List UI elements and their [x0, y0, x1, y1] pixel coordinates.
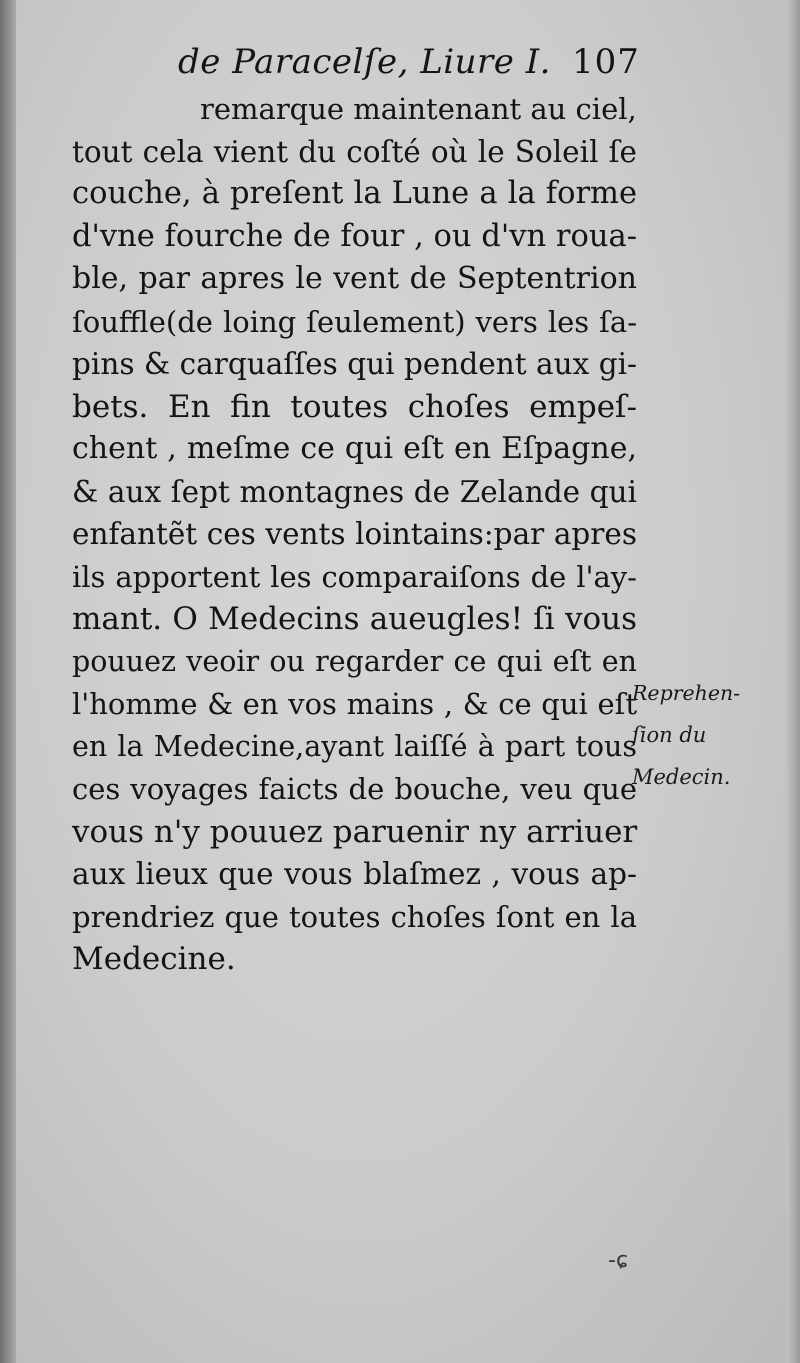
text-line: couche, à preſent la Lune a la forme	[72, 176, 637, 211]
text-line: ces voyages faicts de bouche, veu que	[72, 772, 637, 806]
text-line: ils apportent les comparaiſons de l'ay-	[72, 559, 637, 594]
text-line: pins & carquaſſes qui pendent aux gi-	[72, 347, 637, 381]
text-line: pouuez veoir ou regarder ce qui eſt en	[72, 644, 637, 678]
marginal-note-line: ſion du	[632, 723, 707, 747]
ink-blemish: -ɕ	[608, 1248, 629, 1273]
text-line: remarque maintenant au ciel,	[200, 92, 637, 126]
text-line: ble, par apres le vent de Septentrion	[72, 261, 637, 296]
text-line: aux lieux que vous blaſmez , vous ap-	[72, 857, 637, 891]
text-line: enfantẽt ces vents lointains:par apres	[72, 517, 637, 551]
page-number: 107	[572, 42, 640, 82]
running-title: de Paracelſe, Liure I.	[178, 42, 551, 82]
text-line: chent , meſme ce qui eſt en Eſpagne,	[72, 431, 637, 466]
text-line: bets. En fin toutes choſes empeſ-	[72, 388, 637, 425]
text-line: l'homme & en vos mains , & ce qui eſt	[72, 687, 637, 721]
marginal-note-line: Medecin.	[632, 765, 731, 789]
page-edge-shadow	[786, 0, 800, 1363]
page-gutter-shadow	[0, 0, 16, 1363]
text-line: vous n'y pouuez paruenir ny arriuer	[72, 813, 638, 850]
text-line: & aux ſept montagnes de Zelande qui	[72, 474, 637, 509]
text-line: tout cela vient du coſté où le Soleil ſe	[72, 134, 637, 169]
text-line: prendriez que toutes choſes ſont en la	[72, 899, 637, 934]
text-line: en la Medecine,ayant laiſſé à part tous	[72, 729, 637, 763]
marginal-note	[632, 672, 742, 798]
marginal-note-line: Reprehen-	[632, 681, 741, 705]
text-line: ſouffle(de loing ſeulement) vers les ſa-	[72, 304, 637, 339]
text-line: d'vne fourche de four , ou d'vn roua-	[72, 218, 637, 254]
text-line: mant. O Medecins aueugles! ſi vous	[72, 601, 637, 637]
text-line: Medecine.	[72, 941, 236, 977]
body-text	[72, 88, 637, 981]
